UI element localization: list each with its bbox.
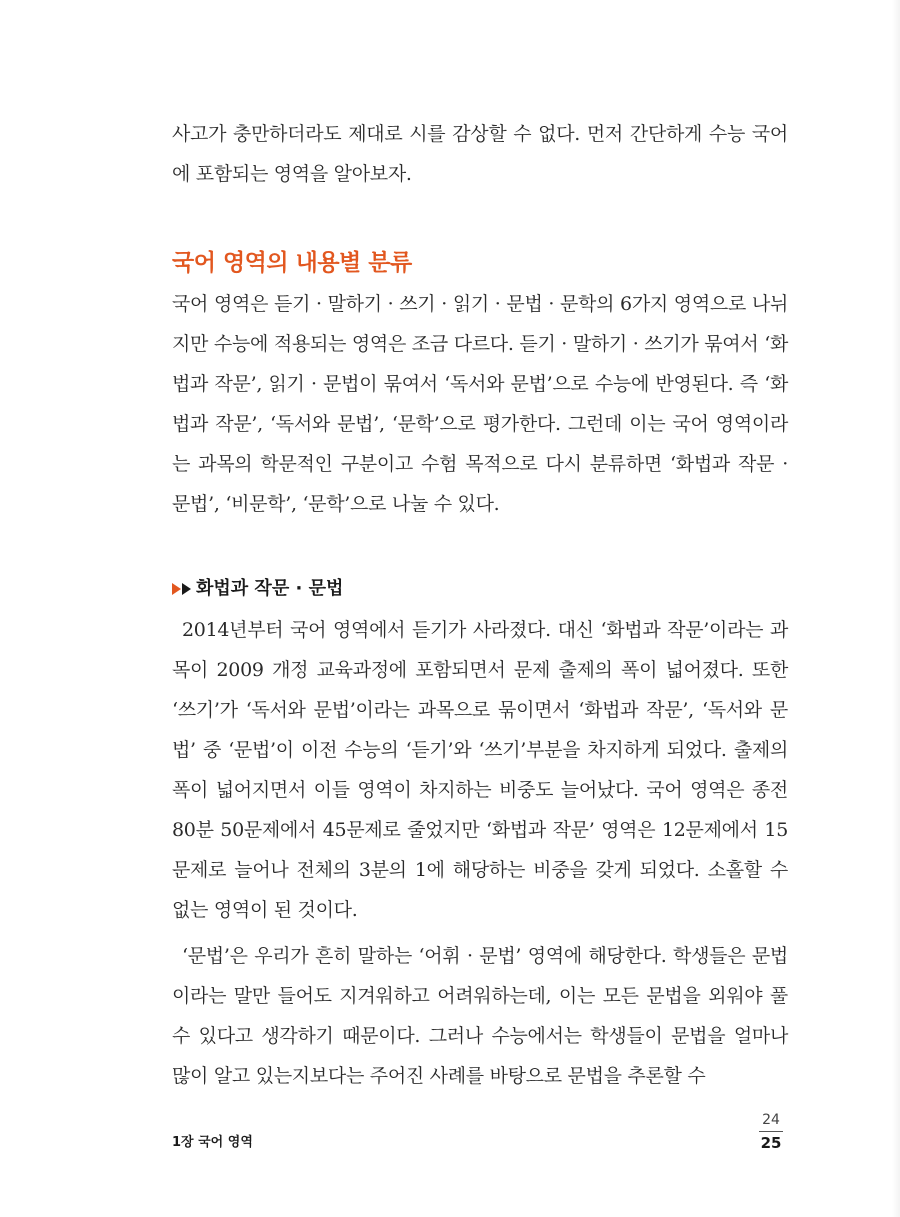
page-number [755, 1112, 787, 1151]
subsection-paragraph-1: 2014년부터 국어 영역에서 듣기가 사라졌다. 대신 ‘화법과 작문’이라는 과목이 2009 개정 교육과정에 포함되면서 문제 출제의 폭이 넓어졌다. 또한 ‘쓰기’가 ‘독서와 문법’이라는 과목으로 묶이면서 ‘화법과 작문’, ‘독서와 문법’ 중 ‘문법’이 이전 수능의 ‘듣기’와 ‘쓰기’부분을 차지하게 되었다. 출제의 폭이 넓어지면서 이들 영역이 차지하는 비중도 늘어났다. 국어 영역은 종전 80분 50문제에서 45문제로 줄었지만 ‘화법과 작문’ 영역은 12문제에서 15문제로 늘어나 전체의 3분의 1에 해당하는 비중을 갖게 되었다. 소홀할 수 없는 영역이 된 것이다. [172, 619, 788, 921]
page-number-left: 24 [762, 1112, 780, 1128]
page-number-divider [759, 1131, 783, 1132]
page-spine-shadow [892, 0, 900, 1217]
double-triangle-icon [172, 583, 192, 595]
subsection-paragraph-2: ‘문법’은 우리가 흔히 말하는 ‘어휘 · 문법’ 영역에 해당한다. 학생들은 문법이라는 말만 들어도 지겨워하고 어려워하는데, 이는 모든 문법을 외워야 풀 수 있다고 생각하기 때문이다. 그러나 수능에서는 학생들이 문법을 얼마나 많이 알고 있는지보다는 주어진 사례를 바탕으로 문법을 추론할 수 [172, 945, 788, 1087]
footer-chapter-label: 1장 국어 영역 [172, 1135, 253, 1150]
text-column [172, 114, 788, 1096]
section-paragraph: 국어 영역은 듣기 · 말하기 · 쓰기 · 읽기 · 문법 · 문학의 6가지 영역으로 나뉘지만 수능에 적용되는 영역은 조금 다르다. 듣기 · 말하기 · 쓰기가 묶여서 ‘화법과 작문’, 읽기 · 문법이 묶여서 ‘독서와 문법’으로 수능에 반영된다. 즉 ‘화법과 작문’, ‘독서와 문법’, ‘문학’으로 평가한다. 그런데 이는 국어 영역이라는 과목의 학문적인 구분이고 수험 목적으로 다시 분류하면 ‘화법과 작문 · 문법’, ‘비문학’, ‘문학’으로 나눌 수 있다. [172, 293, 788, 515]
subsection-title: 화법과 작문 · 문법 [196, 578, 344, 599]
section-heading: 국어 영역의 내용별 분류 [172, 250, 412, 276]
subsection-heading [172, 574, 788, 604]
intro-paragraph: 사고가 충만하더라도 제대로 시를 감상할 수 없다. 먼저 간단하게 수능 국어에 포함되는 영역을 알아보자. [172, 123, 788, 185]
page-number-right: 25 [760, 1134, 782, 1152]
